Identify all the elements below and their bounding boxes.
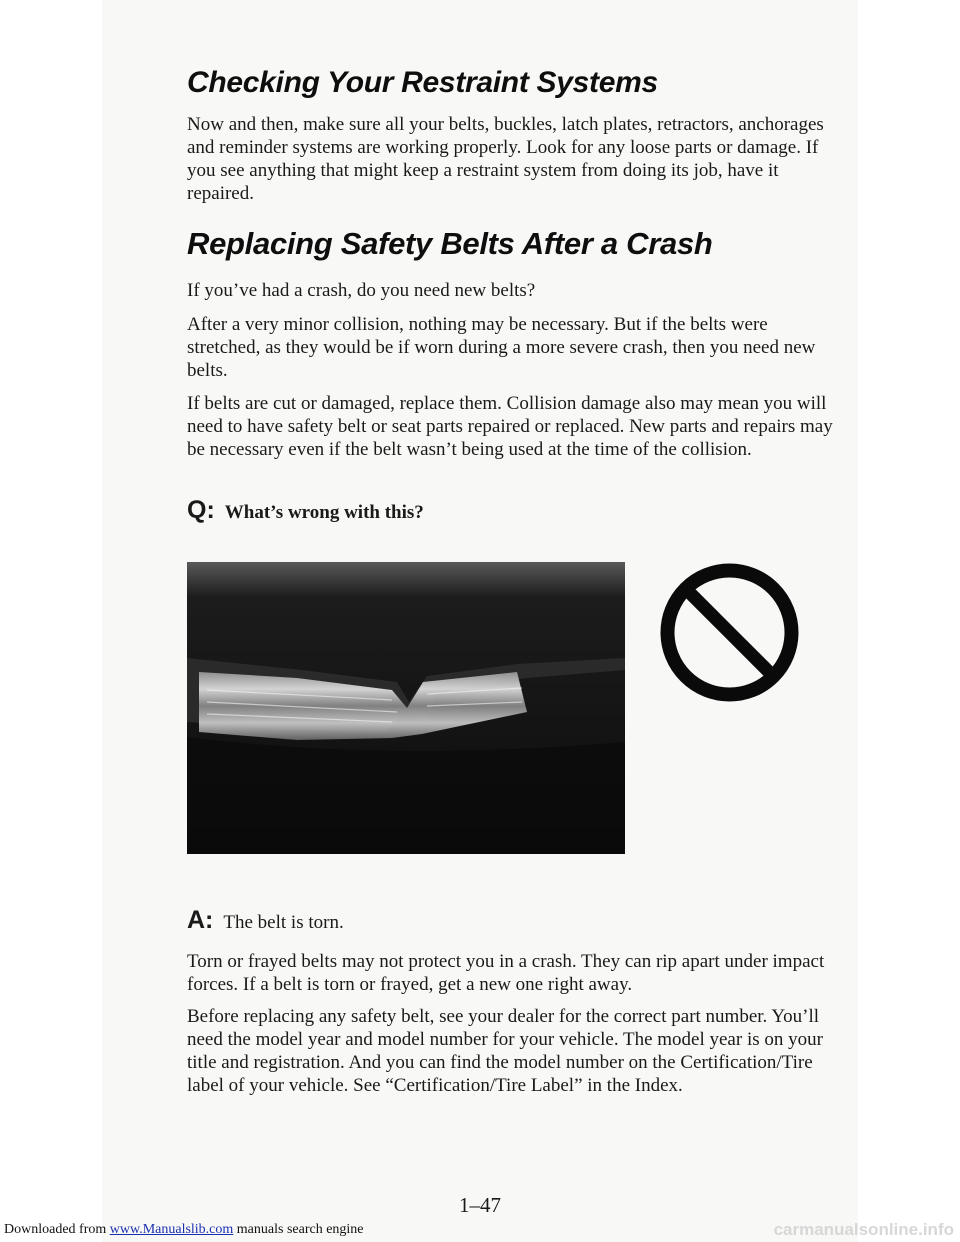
question-text: What’s wrong with this? [224, 502, 424, 523]
paragraph-minor-collision: After a very minor collision, nothing may be necessary. But if the belts were stretched, as they would be if worn during a more severe crash, then you need new belts. [187, 314, 816, 381]
footer-prefix: Downloaded from [4, 1222, 110, 1237]
question-line [187, 496, 424, 525]
paragraph-checking: Now and then, make sure all your belts, buckles, latch plates, retractors, anchorages and reminder systems are working properly. Look for any loose parts or damage. If you see anything that might keep a restraint system from doing its job, have it repaired. [187, 114, 824, 204]
manual-page [102, 0, 858, 1242]
download-footer [4, 1222, 364, 1238]
paragraph-cut-damaged: If belts are cut or damaged, replace them. Collision damage also may mean you will need to have safety belt or seat parts repaired or replaced. New parts and repairs may be necessary even if the belt wasn’t being used at the time of the collision. [187, 393, 833, 460]
torn-belt-illustration [187, 562, 625, 854]
manualslib-link[interactable]: www.Manualslib.com [109, 1222, 234, 1237]
heading-replacing-safety-belts: Replacing Safety Belts After a Crash [187, 226, 713, 261]
question-mark-label: Q: [187, 496, 215, 524]
footer-suffix: manuals search engine [233, 1222, 364, 1237]
answer-text: The belt is torn. [223, 912, 344, 933]
paragraph-before-replacing: Before replacing any safety belt, see your dealer for the correct part number. You’ll need the model year and model number for your vehicle. The model year is on your title and registration. And you can find the model number on the Certification/Tire label of your vehicle. See “Certification/Tire Label” in the Index. [187, 1006, 823, 1096]
heading-checking-restraint-systems: Checking Your Restraint Systems [187, 66, 658, 99]
prohibited-sign-icon [657, 560, 802, 705]
answer-line [187, 906, 344, 935]
paragraph-crash-question: If you’ve had a crash, do you need new belts? [187, 280, 536, 301]
torn-belt-photo [187, 562, 625, 854]
answer-mark-label: A: [187, 906, 214, 934]
site-watermark: carmanualsonline.info [773, 1220, 954, 1239]
paragraph-torn-frayed: Torn or frayed belts may not protect you in a crash. They can rip apart under impact forces. If a belt is torn or frayed, get a new one right away. [187, 951, 825, 995]
page-number: 1–47 [459, 1193, 501, 1217]
